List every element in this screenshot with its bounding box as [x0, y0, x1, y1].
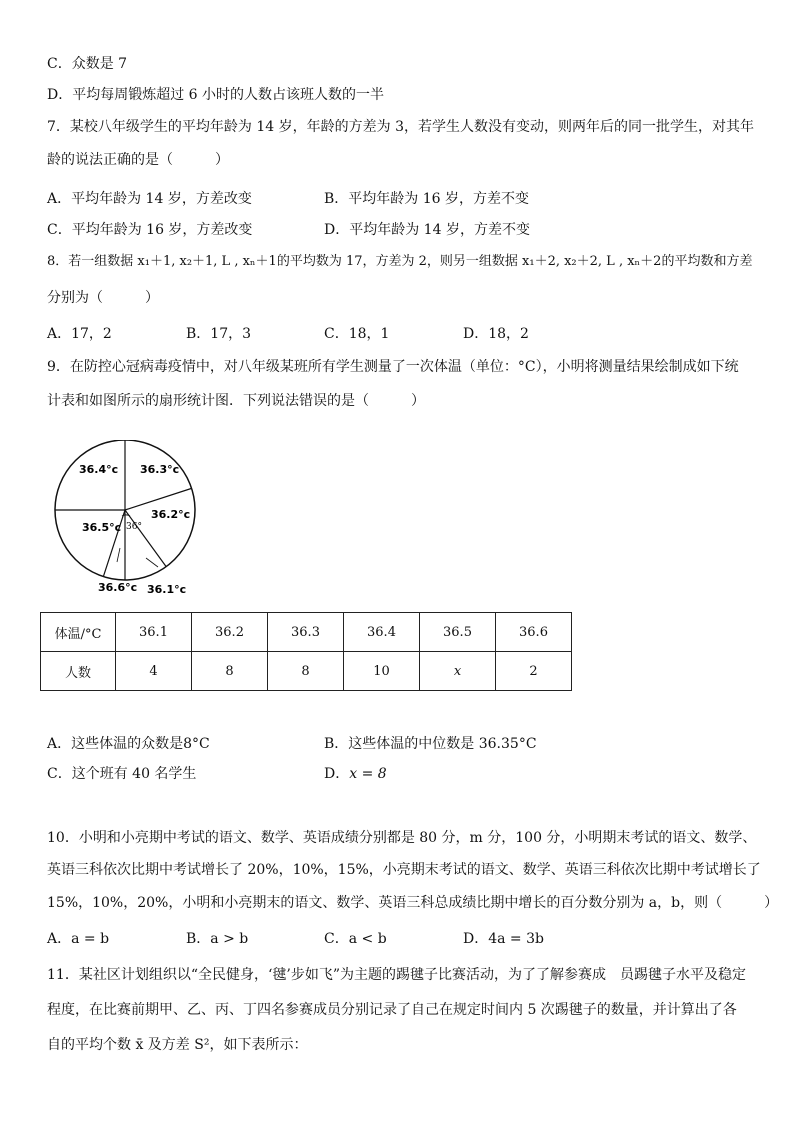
table-cell: 36.1: [116, 613, 192, 652]
angle-label: 36°: [126, 522, 142, 532]
table-cell: 4: [116, 652, 192, 691]
table-cell: 10: [344, 652, 420, 691]
q9-option-b: B．这些体温的中位数是 36.35°C: [324, 736, 537, 752]
pie-label-36-5: 36.5°c: [82, 521, 122, 534]
q8-stem-line2: 分别为（ ）: [47, 290, 159, 306]
q6-option-d: D．平均每周锻炼超过 6 小时的人数占该班人数的一半: [47, 87, 385, 103]
table-cell: 36.4: [344, 613, 420, 652]
q8-option-b: B．17，3: [186, 326, 252, 342]
q7-stem-line2: 龄的说法正确的是（ ）: [47, 152, 229, 168]
table-cell: 36.6: [496, 613, 572, 652]
q10-option-c: C．a < b: [324, 931, 387, 947]
q9-option-d-prefix: D．: [324, 766, 350, 782]
table-cell: 36.2: [192, 613, 268, 652]
q9-option-d-math: x = 8: [349, 766, 387, 782]
leader-36-6: [117, 548, 120, 562]
table-header-temp: 体温/°C: [41, 613, 116, 652]
q8-option-d: D．18，2: [463, 326, 529, 342]
table-cell: 36.3: [268, 613, 344, 652]
q10-option-d: D．4a = 3b: [463, 931, 544, 947]
q11-stem-line2: 程度，在比赛前期甲、乙、丙、丁四名参赛成员分别记录了自己在规定时间内 5 次踢毽子的数量，并计算出了各: [47, 1002, 737, 1018]
table-cell: 36.5: [420, 613, 496, 652]
table-row-temps: [41, 613, 572, 652]
leader-36-1: [146, 558, 158, 567]
q9-option-d: [324, 765, 387, 783]
angle-arc: [122, 515, 130, 516]
q7-stem-line1: 7．某校八年级学生的平均年龄为 14 岁，年龄的方差为 3，若学生人数没有变动，则两年后的同一批学生，对其年: [47, 119, 754, 135]
q11-stem-line3: 自的平均个数 x̄ 及方差 S²，如下表所示：: [47, 1037, 308, 1053]
q8-option-c: C．18，1: [324, 326, 390, 342]
q7-option-c: C．平均年龄为 16 岁，方差改变: [47, 222, 253, 238]
table-cell: 2: [496, 652, 572, 691]
table-cell: x: [420, 652, 496, 691]
q10-option-a: A．a = b: [47, 931, 110, 947]
q7-option-b: B．平均年龄为 16 岁，方差不变: [324, 191, 530, 207]
q9-option-c: C．这个班有 40 名学生: [47, 766, 197, 782]
q11-stem-line1: 11．某社区计划组织以“全民健身，‘毽’步如飞”为主题的踢毽子比赛活动，为了了解参赛成 员踢毽子水平及稳定: [47, 967, 747, 983]
q7-option-d: D．平均年龄为 14 岁，方差不变: [324, 222, 530, 238]
pie-label-36-3: 36.3°c: [140, 463, 180, 476]
pie-label-36-6: 36.6°c: [98, 581, 138, 594]
q10-stem-line3: 15%，10%，20%，小明和小亮期末的语文、数学、英语三科总成绩比期中增长的百分数分别为 a，b，则（ ）: [47, 895, 779, 911]
pie-label-36-2: 36.2°c: [151, 508, 191, 521]
q9-option-a: A．这些体温的众数是8°C: [47, 736, 210, 752]
q10-stem-line2: 英语三科依次比期中考试增长了 20%，10%，15%，小亮期末考试的语文、数学、英语三科依次比期中考试增长了: [47, 862, 761, 878]
pie-label-36-1: 36.1°c: [147, 583, 187, 596]
table-cell: 8: [192, 652, 268, 691]
temperature-table: [40, 612, 572, 691]
q9-stem-line2: 计表和如图所示的扇形统计图．下列说法错误的是（ ）: [47, 393, 425, 409]
q9-stem-line1: 9．在防控心冠病毒疫情中，对八年级某班所有学生测量了一次体温（单位：°C），小明将测量结果绘制成如下统: [47, 359, 739, 375]
q10-option-b: B．a > b: [186, 931, 249, 947]
table-cell: 8: [268, 652, 344, 691]
q6-option-c: C．众数是 7: [47, 56, 128, 72]
pie-slice-boundary-1: [125, 488, 192, 510]
pie-label-36-4: 36.4°c: [79, 463, 119, 476]
q8-stem-line1: 8．若一组数据 x₁＋1, x₂＋1, L , xₙ＋1的平均数为 17，方差为 2，则另一组数据 x₁＋2, x₂＋2, L , xₙ＋2的平均数和方差: [47, 254, 753, 269]
pie-svg: [50, 440, 200, 605]
table-header-count: 人数: [41, 652, 116, 691]
q10-stem-line1: 10．小明和小亮期中考试的语文、数学、英语成绩分别都是 80 分，m 分，100 分，小明期末考试的语文、数学、: [47, 830, 757, 846]
table-row-counts: [41, 652, 572, 691]
pie-chart: [50, 440, 200, 605]
q8-option-a: A．17，2: [47, 326, 112, 342]
pie-slice-boundary-4: [103, 510, 125, 577]
q7-option-a: A．平均年龄为 14 岁，方差改变: [47, 191, 252, 207]
